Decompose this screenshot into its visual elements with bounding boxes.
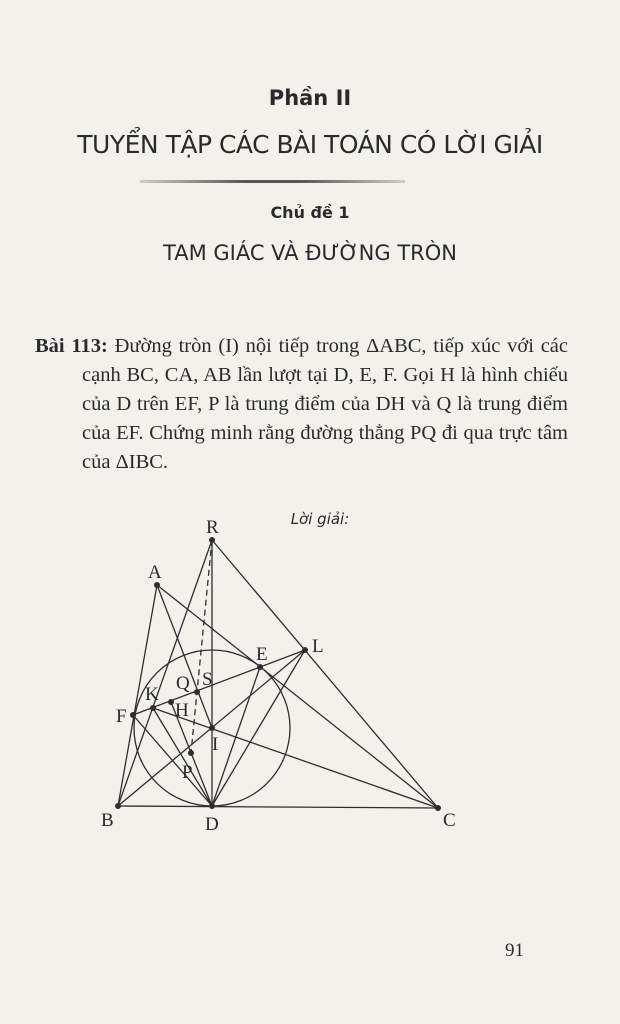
- line-fd: [133, 715, 212, 806]
- point-c: [435, 805, 441, 811]
- point-d: [209, 803, 215, 809]
- label-q: Q: [176, 673, 190, 694]
- topic-heading: Chủ đề 1: [270, 203, 350, 222]
- side-bc: [118, 806, 438, 808]
- topic-title: TAM GIÁC VÀ ĐƯỜNG TRÒN: [163, 241, 457, 265]
- point-k: [150, 705, 156, 711]
- problem-label: Bài 113:: [35, 335, 108, 357]
- label-r: R: [206, 517, 219, 538]
- problem-text: Đường tròn (I) nội tiếp trong ΔABC, tiếp xúc với các cạnh BC, CA, AB lần lượt tại D, E, F. Gọi H là hình chiếu của D trên EF, P là trung điểm của DH và Q là trung điểm của EF. Chứng minh rằng đường thẳng PQ đi qua trực tâm của ΔIBC.: [82, 335, 568, 473]
- point-f: [130, 712, 136, 718]
- label-e: E: [256, 644, 268, 665]
- label-f: F: [116, 706, 127, 727]
- point-h: [168, 699, 174, 705]
- point-l: [302, 647, 308, 653]
- label-c: C: [443, 810, 456, 831]
- label-d: D: [205, 814, 219, 835]
- part-heading: Phần II: [268, 86, 352, 110]
- point-p: [188, 750, 194, 756]
- label-s: S: [202, 669, 213, 690]
- label-b: B: [101, 810, 114, 831]
- solution-label: Lời giải:: [290, 510, 350, 528]
- label-i: I: [212, 734, 219, 755]
- label-k: K: [145, 684, 159, 705]
- label-l: L: [312, 636, 324, 657]
- point-s: [194, 689, 200, 695]
- line-kd: [153, 708, 212, 806]
- label-h: H: [175, 700, 189, 721]
- line-ld: [212, 650, 305, 806]
- point-b: [115, 803, 121, 809]
- point-i: [209, 725, 215, 731]
- page-number: 91: [505, 940, 524, 961]
- label-a: A: [148, 562, 162, 583]
- label-p: P: [182, 762, 193, 783]
- part-title: TUYỂN TẬP CÁC BÀI TOÁN CÓ LỜI GIẢI: [77, 130, 543, 159]
